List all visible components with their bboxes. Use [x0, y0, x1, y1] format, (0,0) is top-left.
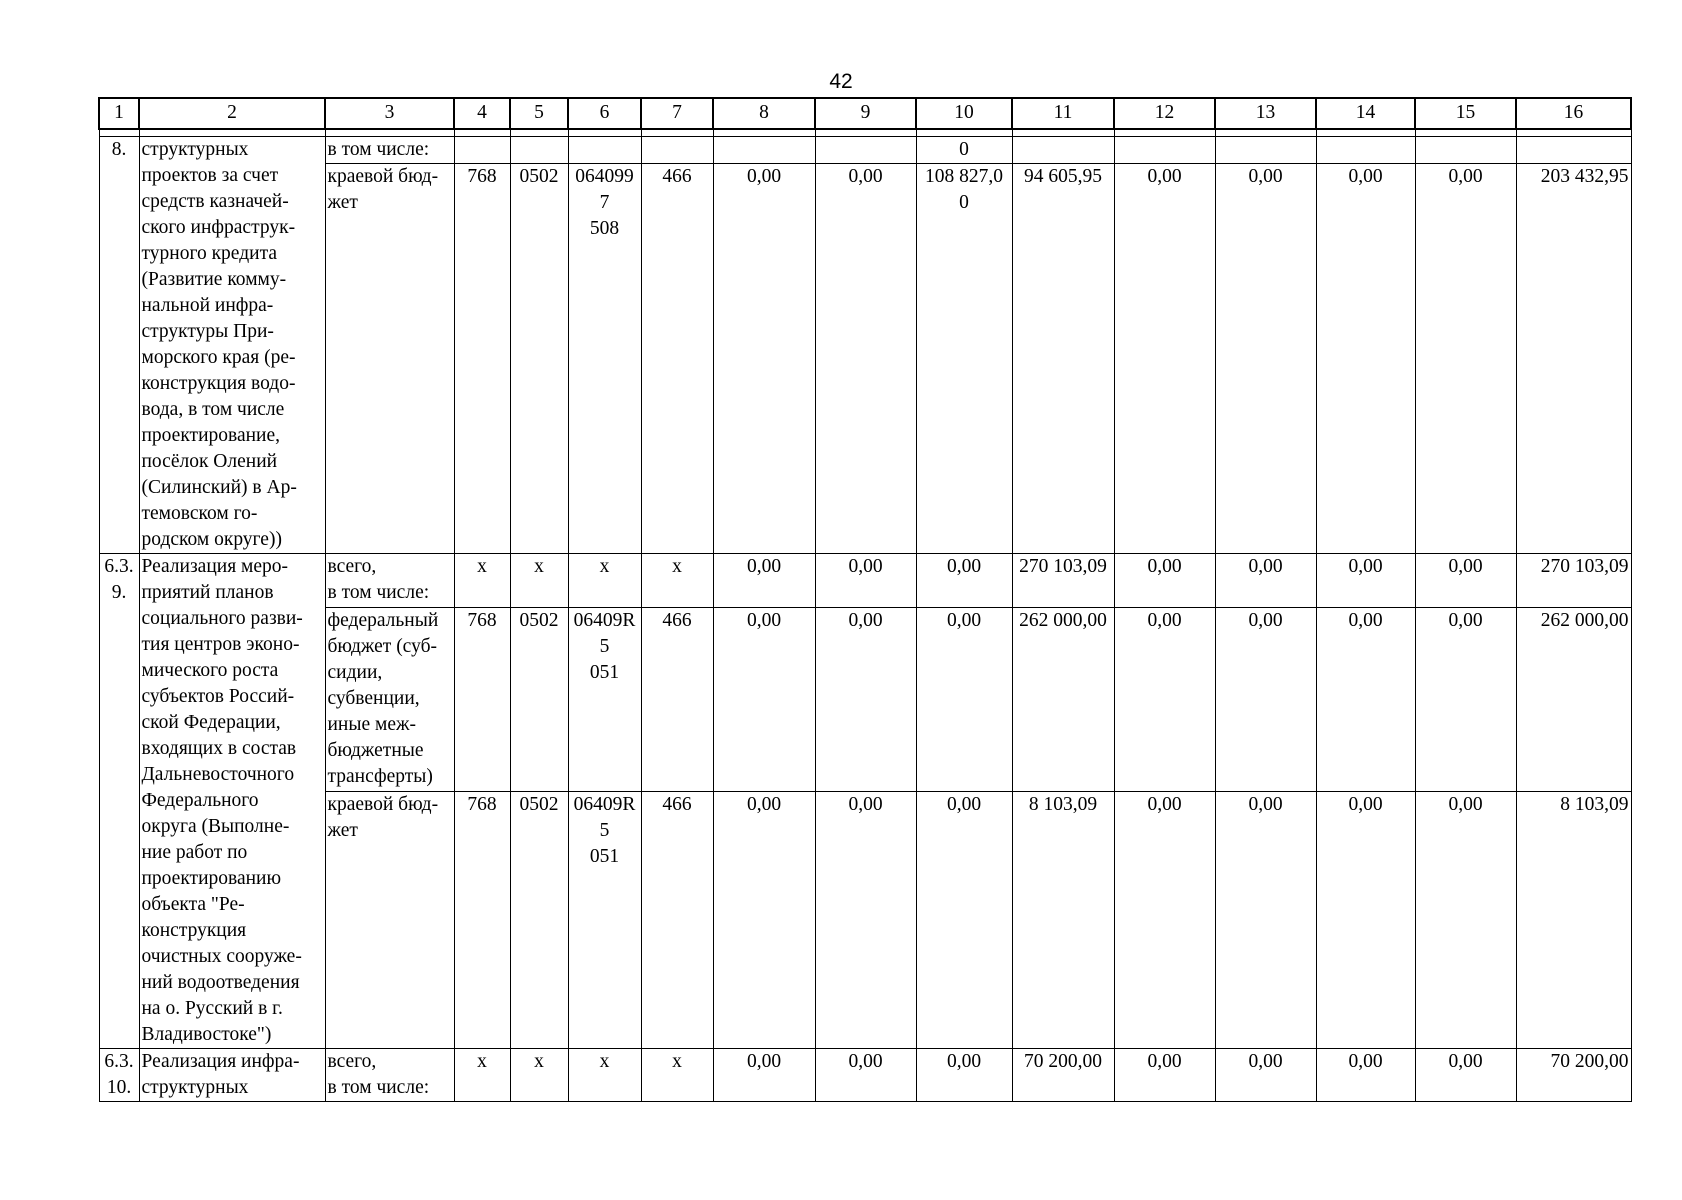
- col-header-1: 1: [99, 98, 139, 129]
- cell-value: 0,00: [1114, 608, 1215, 792]
- funding-source: федеральный бюджет (суб- сидии, субвенции, иные меж- бюджетные трансферты): [325, 608, 454, 792]
- cell-value: 0,00: [1114, 792, 1215, 1049]
- cell-value: 0,00: [1415, 608, 1516, 792]
- row-name: Реализация инфра- структурных: [139, 1049, 325, 1102]
- table-row: [99, 608, 1631, 792]
- col-header-9: 9: [815, 98, 916, 129]
- table-row: [99, 554, 1631, 608]
- cell-value: 0,00: [1415, 164, 1516, 554]
- col-header-12: 12: [1114, 98, 1215, 129]
- funding-source: всего, в том числе:: [325, 554, 454, 608]
- budget-table: [98, 97, 1632, 1102]
- cell-value: 0,00: [815, 164, 916, 554]
- col-header-4: 4: [454, 98, 510, 129]
- cell-value: x: [568, 554, 641, 608]
- col-header-11: 11: [1012, 98, 1114, 129]
- cell-value: 466: [641, 792, 713, 1049]
- cell-value: 466: [641, 608, 713, 792]
- cell-value: 0,00: [1316, 608, 1415, 792]
- col-header-6: 6: [568, 98, 641, 129]
- cell-value: 203 432,95: [1516, 164, 1631, 554]
- cell-value: 768: [454, 608, 510, 792]
- cell-value: 0,00: [916, 792, 1012, 1049]
- cell-value: 0502: [510, 164, 568, 554]
- funding-source: в том числе:: [325, 137, 454, 164]
- col-header-13: 13: [1215, 98, 1316, 129]
- col-header-16: 16: [1516, 98, 1631, 129]
- budget-table-frame: [98, 97, 1630, 1102]
- cell-value: 06409R5 051: [568, 792, 641, 1049]
- cell-value: 8 103,09: [1516, 792, 1631, 1049]
- cell-value: 0: [916, 137, 1012, 164]
- col-header-3: 3: [325, 98, 454, 129]
- row-number: 8.: [99, 137, 139, 554]
- cell-value: 0,00: [815, 554, 916, 608]
- cell-value: 0,00: [1215, 792, 1316, 1049]
- cell-value: x: [454, 554, 510, 608]
- col-header-15: 15: [1415, 98, 1516, 129]
- cell-value: 0,00: [713, 792, 815, 1049]
- cell-value: 0,00: [1215, 1049, 1316, 1102]
- cell-value: 0502: [510, 792, 568, 1049]
- cell-value: 270 103,09: [1012, 554, 1114, 608]
- cell-value: 0,00: [1316, 1049, 1415, 1102]
- cell-value: 0,00: [713, 608, 815, 792]
- cell-value: 0,00: [713, 554, 815, 608]
- cell-value: 0,00: [713, 164, 815, 554]
- cell-value: 0,00: [1215, 164, 1316, 554]
- cell-value: 0,00: [1415, 792, 1516, 1049]
- row-number: 6.3. 9.: [99, 554, 139, 1049]
- cell-value: 768: [454, 792, 510, 1049]
- col-header-14: 14: [1316, 98, 1415, 129]
- row-name: структурных проектов за счет средств казначей- ского инфраструк- турного кредита (Развитие комму- нальной инфра- структуры При- морского края (ре- конструкция водо- вода, в том числе проектирование, посёлок Олений (Силинский) в Ар- темовском го- родском округе)): [139, 137, 325, 554]
- col-header-8: 8: [713, 98, 815, 129]
- cell-value: 0,00: [1215, 554, 1316, 608]
- cell-value: x: [641, 554, 713, 608]
- cell-value: 0,00: [916, 608, 1012, 792]
- row-name: Реализация меро- приятий планов социального разви- тия центров эконо- мического роста субъектов Россий- ской Федерации, входящих в состав Дальневосточного Федерального округа (Выполне- ние работ по проектированию объекта "Ре- конструкция очистных сооруже- ний водоотведения на о. Русский в г. Владивостоке"): [139, 554, 325, 1049]
- table-row: [99, 1049, 1631, 1102]
- col-header-10: 10: [916, 98, 1012, 129]
- cell-value: 0640997 508: [568, 164, 641, 554]
- cell-value: x: [510, 1049, 568, 1102]
- cell-value: 0,00: [1114, 554, 1215, 608]
- cell-value: x: [510, 554, 568, 608]
- cell-value: 0,00: [1215, 608, 1316, 792]
- cell-value: 108 827,0 0: [916, 164, 1012, 554]
- cell-value: 0,00: [815, 608, 916, 792]
- cell-value: 8 103,09: [1012, 792, 1114, 1049]
- col-header-7: 7: [641, 98, 713, 129]
- cell-value: 0,00: [815, 792, 916, 1049]
- cell-value: 262 000,00: [1012, 608, 1114, 792]
- cell-value: 0,00: [713, 1049, 815, 1102]
- cell-value: 0,00: [1316, 554, 1415, 608]
- cell-value: 70 200,00: [1012, 1049, 1114, 1102]
- table-row: [99, 792, 1631, 1049]
- col-header-2: 2: [139, 98, 325, 129]
- cell-value: x: [454, 1049, 510, 1102]
- cell-value: 0,00: [1114, 1049, 1215, 1102]
- col-header-5: 5: [510, 98, 568, 129]
- cell-value: x: [568, 1049, 641, 1102]
- cell-value: 0,00: [815, 1049, 916, 1102]
- funding-source: краевой бюд- жет: [325, 164, 454, 554]
- cell-value: 0502: [510, 608, 568, 792]
- cell-value: 06409R5 051: [568, 608, 641, 792]
- column-number-row: [99, 98, 1631, 129]
- header-gap: [99, 129, 1631, 137]
- row-number: 6.3. 10.: [99, 1049, 139, 1102]
- cell-value: 0,00: [1316, 792, 1415, 1049]
- cell-value: x: [641, 1049, 713, 1102]
- cell-value: 0,00: [1415, 1049, 1516, 1102]
- table-row: [99, 164, 1631, 554]
- cell-value: 466: [641, 164, 713, 554]
- cell-value: 0,00: [1114, 164, 1215, 554]
- funding-source: краевой бюд- жет: [325, 792, 454, 1049]
- cell-value: 0,00: [916, 554, 1012, 608]
- funding-source: всего, в том числе:: [325, 1049, 454, 1102]
- table-row: [99, 137, 1631, 164]
- cell-value: 0,00: [916, 1049, 1012, 1102]
- cell-value: 0,00: [1415, 554, 1516, 608]
- cell-value: 768: [454, 164, 510, 554]
- cell-value: 270 103,09: [1516, 554, 1631, 608]
- page-number: 42: [829, 70, 853, 93]
- cell-value: 262 000,00: [1516, 608, 1631, 792]
- cell-value: 94 605,95: [1012, 164, 1114, 554]
- cell-value: 70 200,00: [1516, 1049, 1631, 1102]
- cell-value: 0,00: [1316, 164, 1415, 554]
